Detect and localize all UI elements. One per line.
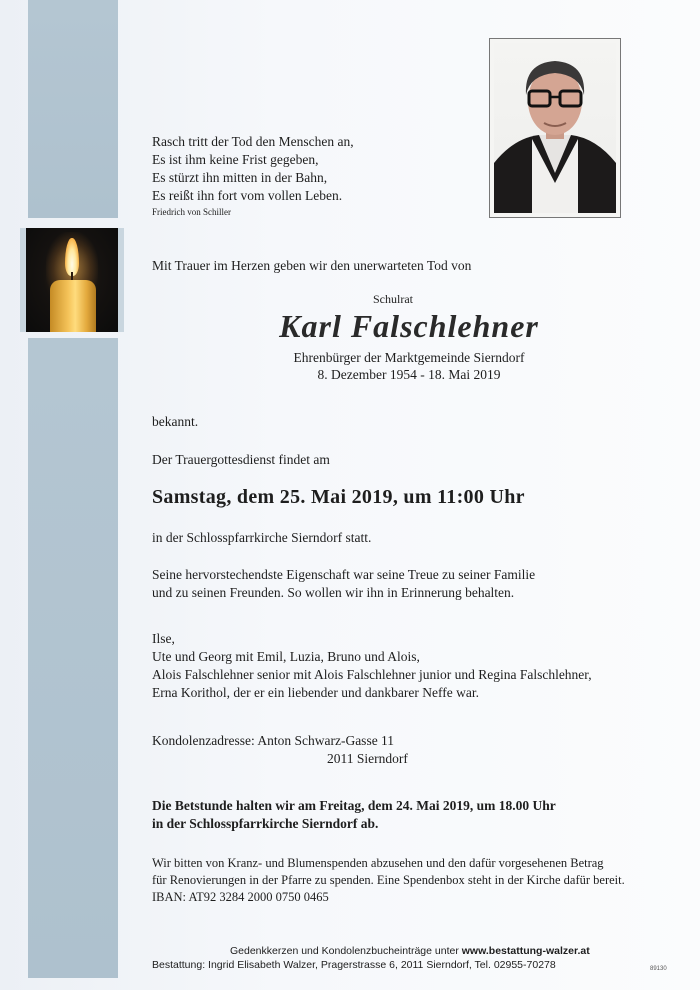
- deceased-honor: Ehrenbürger der Marktgemeinde Sierndorf: [293, 350, 525, 365]
- known-text: bekannt.: [152, 414, 199, 429]
- document-code: 89130: [650, 966, 667, 972]
- prayer-hour-line: Die Betstunde halten wir am Freitag, dem 24. Mai 2019, um 18.00 Uhr: [152, 798, 556, 813]
- service-date: Samstag, dem 25. Mai 2019, um 11:00 Uhr: [152, 486, 525, 508]
- portrait-illustration: [494, 43, 616, 213]
- deceased-dates: 8. Dezember 1954 - 18. Mai 2019: [317, 367, 501, 382]
- decorative-stripe-top: [28, 0, 118, 218]
- footer-prefix: Gedenkkerzen und Kondolenzbucheinträge unter: [230, 945, 459, 957]
- poem-author: Friedrich von Schiller: [152, 207, 231, 217]
- service-intro: Der Trauergottesdienst findet am: [152, 452, 330, 467]
- tribute-line: Seine hervorstechendste Eigenschaft war seine Treue zu seiner Familie: [152, 567, 536, 582]
- service-place: in der Schlosspfarrkirche Sierndorf statt.: [152, 530, 372, 545]
- decorative-stripe-bottom: [28, 338, 118, 978]
- footer-line-1: [230, 945, 590, 957]
- condolence-address: Kondolenzadresse: Anton Schwarz-Gasse 11: [152, 733, 395, 748]
- deceased-name: Karl Falschlehner: [279, 308, 539, 344]
- poem-line: Rasch tritt der Tod den Menschen an,: [152, 134, 354, 149]
- deceased-title: Schulrat: [373, 292, 413, 306]
- poem-line: Es stürzt ihn mitten in der Bahn,: [152, 170, 328, 185]
- donation-line: für Renovierungen in der Pfarre zu spenden. Eine Spendenbox steht in der Kirche dafür bereit.: [152, 873, 625, 887]
- footer-line-2: Bestattung: Ingrid Elisabeth Walzer, Pragerstrasse 6, 2011 Sierndorf, Tel. 02955-70278: [152, 959, 556, 971]
- mourner-line: Ute und Georg mit Emil, Luzia, Bruno und Alois,: [152, 649, 420, 664]
- condolence-city: 2011 Sierndorf: [327, 751, 408, 766]
- mourner-line: Erna Korithol, der er ein liebender und dankbarer Neffe war.: [152, 685, 479, 700]
- mourner-line: Alois Falschlehner senior mit Alois Falschlehner junior und Regina Falschlehner,: [152, 667, 592, 682]
- mourner-line: Ilse,: [152, 631, 175, 646]
- portrait-photo: [489, 38, 621, 218]
- tribute-line: und zu seinen Freunden. So wollen wir ihn in Erinnerung behalten.: [152, 585, 515, 600]
- announcement-text: Mit Trauer im Herzen geben wir den unerwarteten Tod von: [152, 258, 472, 273]
- donation-line: Wir bitten von Kranz- und Blumenspenden abzusehen und den dafür vorgesehenen Betrag: [152, 856, 604, 870]
- footer-website-link[interactable]: www.bestattung-walzer.at: [461, 945, 590, 957]
- poem-line: Es ist ihm keine Frist gegeben,: [152, 152, 319, 167]
- poem-line: Es reißt ihn fort vom vollen Leben.: [152, 188, 343, 203]
- iban: IBAN: AT92 3284 2000 0750 0465: [152, 890, 329, 904]
- prayer-hour-line: in der Schlosspfarrkirche Sierndorf ab.: [152, 816, 379, 831]
